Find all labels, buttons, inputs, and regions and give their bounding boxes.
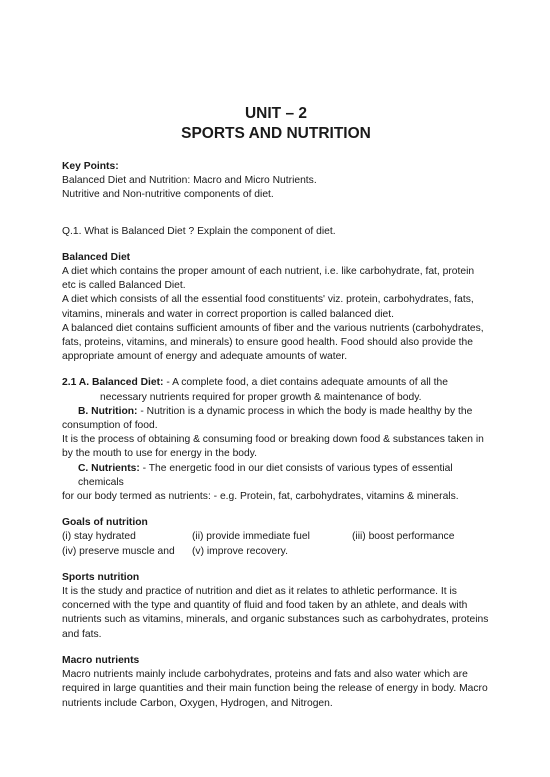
definition-text: - A complete food, a diet contains adequate amounts of all the <box>163 377 448 389</box>
goal-item: (ii) provide immediate fuel <box>192 531 310 543</box>
unit-title: UNIT – 2 <box>244 105 307 122</box>
definition-text: - Nutrition is a dynamic process in which the body is made healthy by the <box>137 405 473 417</box>
paragraph-line: concerned with the type and quantity of fluid and food taken by an athlete, and deals with <box>62 600 468 612</box>
definition-text: - The energetic food in our diet consists of various types of essential chemicals <box>78 462 453 488</box>
balanced-diet-heading: Balanced Diet <box>62 251 131 263</box>
definition-a <box>62 376 490 390</box>
definition-text-cont: by the mouth to use for energy in the body. <box>62 448 257 460</box>
definition-label: C. Nutrients: <box>78 462 140 474</box>
definition-text-cont: consumption of food. <box>62 420 158 432</box>
macro-nutrients-heading: Macro nutrients <box>62 654 140 666</box>
goals-heading: Goals of nutrition <box>62 517 148 529</box>
goals-row <box>62 545 490 559</box>
paragraph-line: vitamins, minerals and water in correct proportion is called balanced diet. <box>62 308 394 320</box>
paragraph-line: required in large quantities and their main function being the release of energy in body. Macro <box>62 683 488 695</box>
unit-subtitle: SPORTS AND NUTRITION <box>181 125 371 142</box>
paragraph-line: A balanced diet contains sufficient amounts of fiber and the various nutrients (carbohydrates, <box>62 322 484 334</box>
definition-label: B. Nutrition: <box>78 405 138 417</box>
question-text: Q.1. What is Balanced Diet ? Explain the component of diet. <box>62 225 336 237</box>
paragraph-line: A diet which consists of all the essential food constituents' viz. protein, carbohydrates, fats, <box>62 294 474 306</box>
paragraph-line: Macro nutrients mainly include carbohydrates, proteins and fats and also water which are <box>62 669 468 681</box>
spacer <box>62 203 490 225</box>
key-point-item: Nutritive and Non-nutritive components of diet. <box>62 189 274 201</box>
key-point-item: Balanced Diet and Nutrition: Macro and Micro Nutrients. <box>62 175 317 187</box>
paragraph-line: and fats. <box>62 628 102 640</box>
key-points-heading: Key Points: <box>62 161 119 172</box>
spacer <box>62 504 490 516</box>
paragraph-line: etc is called Balanced Diet. <box>62 280 186 292</box>
spacer <box>62 364 490 376</box>
definition-text-cont: It is the process of obtaining & consuming food or breaking down food & substances taken in <box>62 434 484 446</box>
goal-item: (iv) preserve muscle and <box>62 545 175 557</box>
goals-row <box>62 530 490 544</box>
paragraph-line: nutrients include Carbon, Oxygen, Hydrogen, and Nitrogen. <box>62 697 333 709</box>
definition-b <box>62 405 490 419</box>
paragraph-line: fats, proteins, vitamins, and minerals) to ensure good health. Food should also provide the <box>62 337 473 349</box>
paragraph-line: A diet which contains the proper amount of each nutrient, i.e. like carbohydrate, fat, protein <box>62 266 475 278</box>
spacer <box>62 559 490 571</box>
definition-text-cont: for our body termed as nutrients: - e.g. Protein, fat, carbohydrates, vitamins & minerals. <box>62 491 459 503</box>
definition-c <box>62 462 490 490</box>
spacer <box>62 239 490 251</box>
paragraph-line: appropriate amount of energy and adequate amounts of water. <box>62 351 348 363</box>
paragraph-line: It is the study and practice of nutrition and diet as it relates to athletic performance. It is <box>62 586 457 598</box>
definition-text-cont: necessary nutrients required for proper growth & maintenance of body. <box>100 391 422 403</box>
spacer <box>62 642 490 654</box>
goal-item: (v) improve recovery. <box>192 545 288 557</box>
paragraph-line: nutrients such as vitamins, minerals, and organic substances such as carbohydrates, proteins <box>62 614 489 626</box>
definition-label: 2.1 A. Balanced Diet: <box>62 377 164 389</box>
sports-nutrition-heading: Sports nutrition <box>62 571 140 583</box>
goal-item: (iii) boost performance <box>352 531 455 543</box>
goal-item: (i) stay hydrated <box>62 531 136 543</box>
